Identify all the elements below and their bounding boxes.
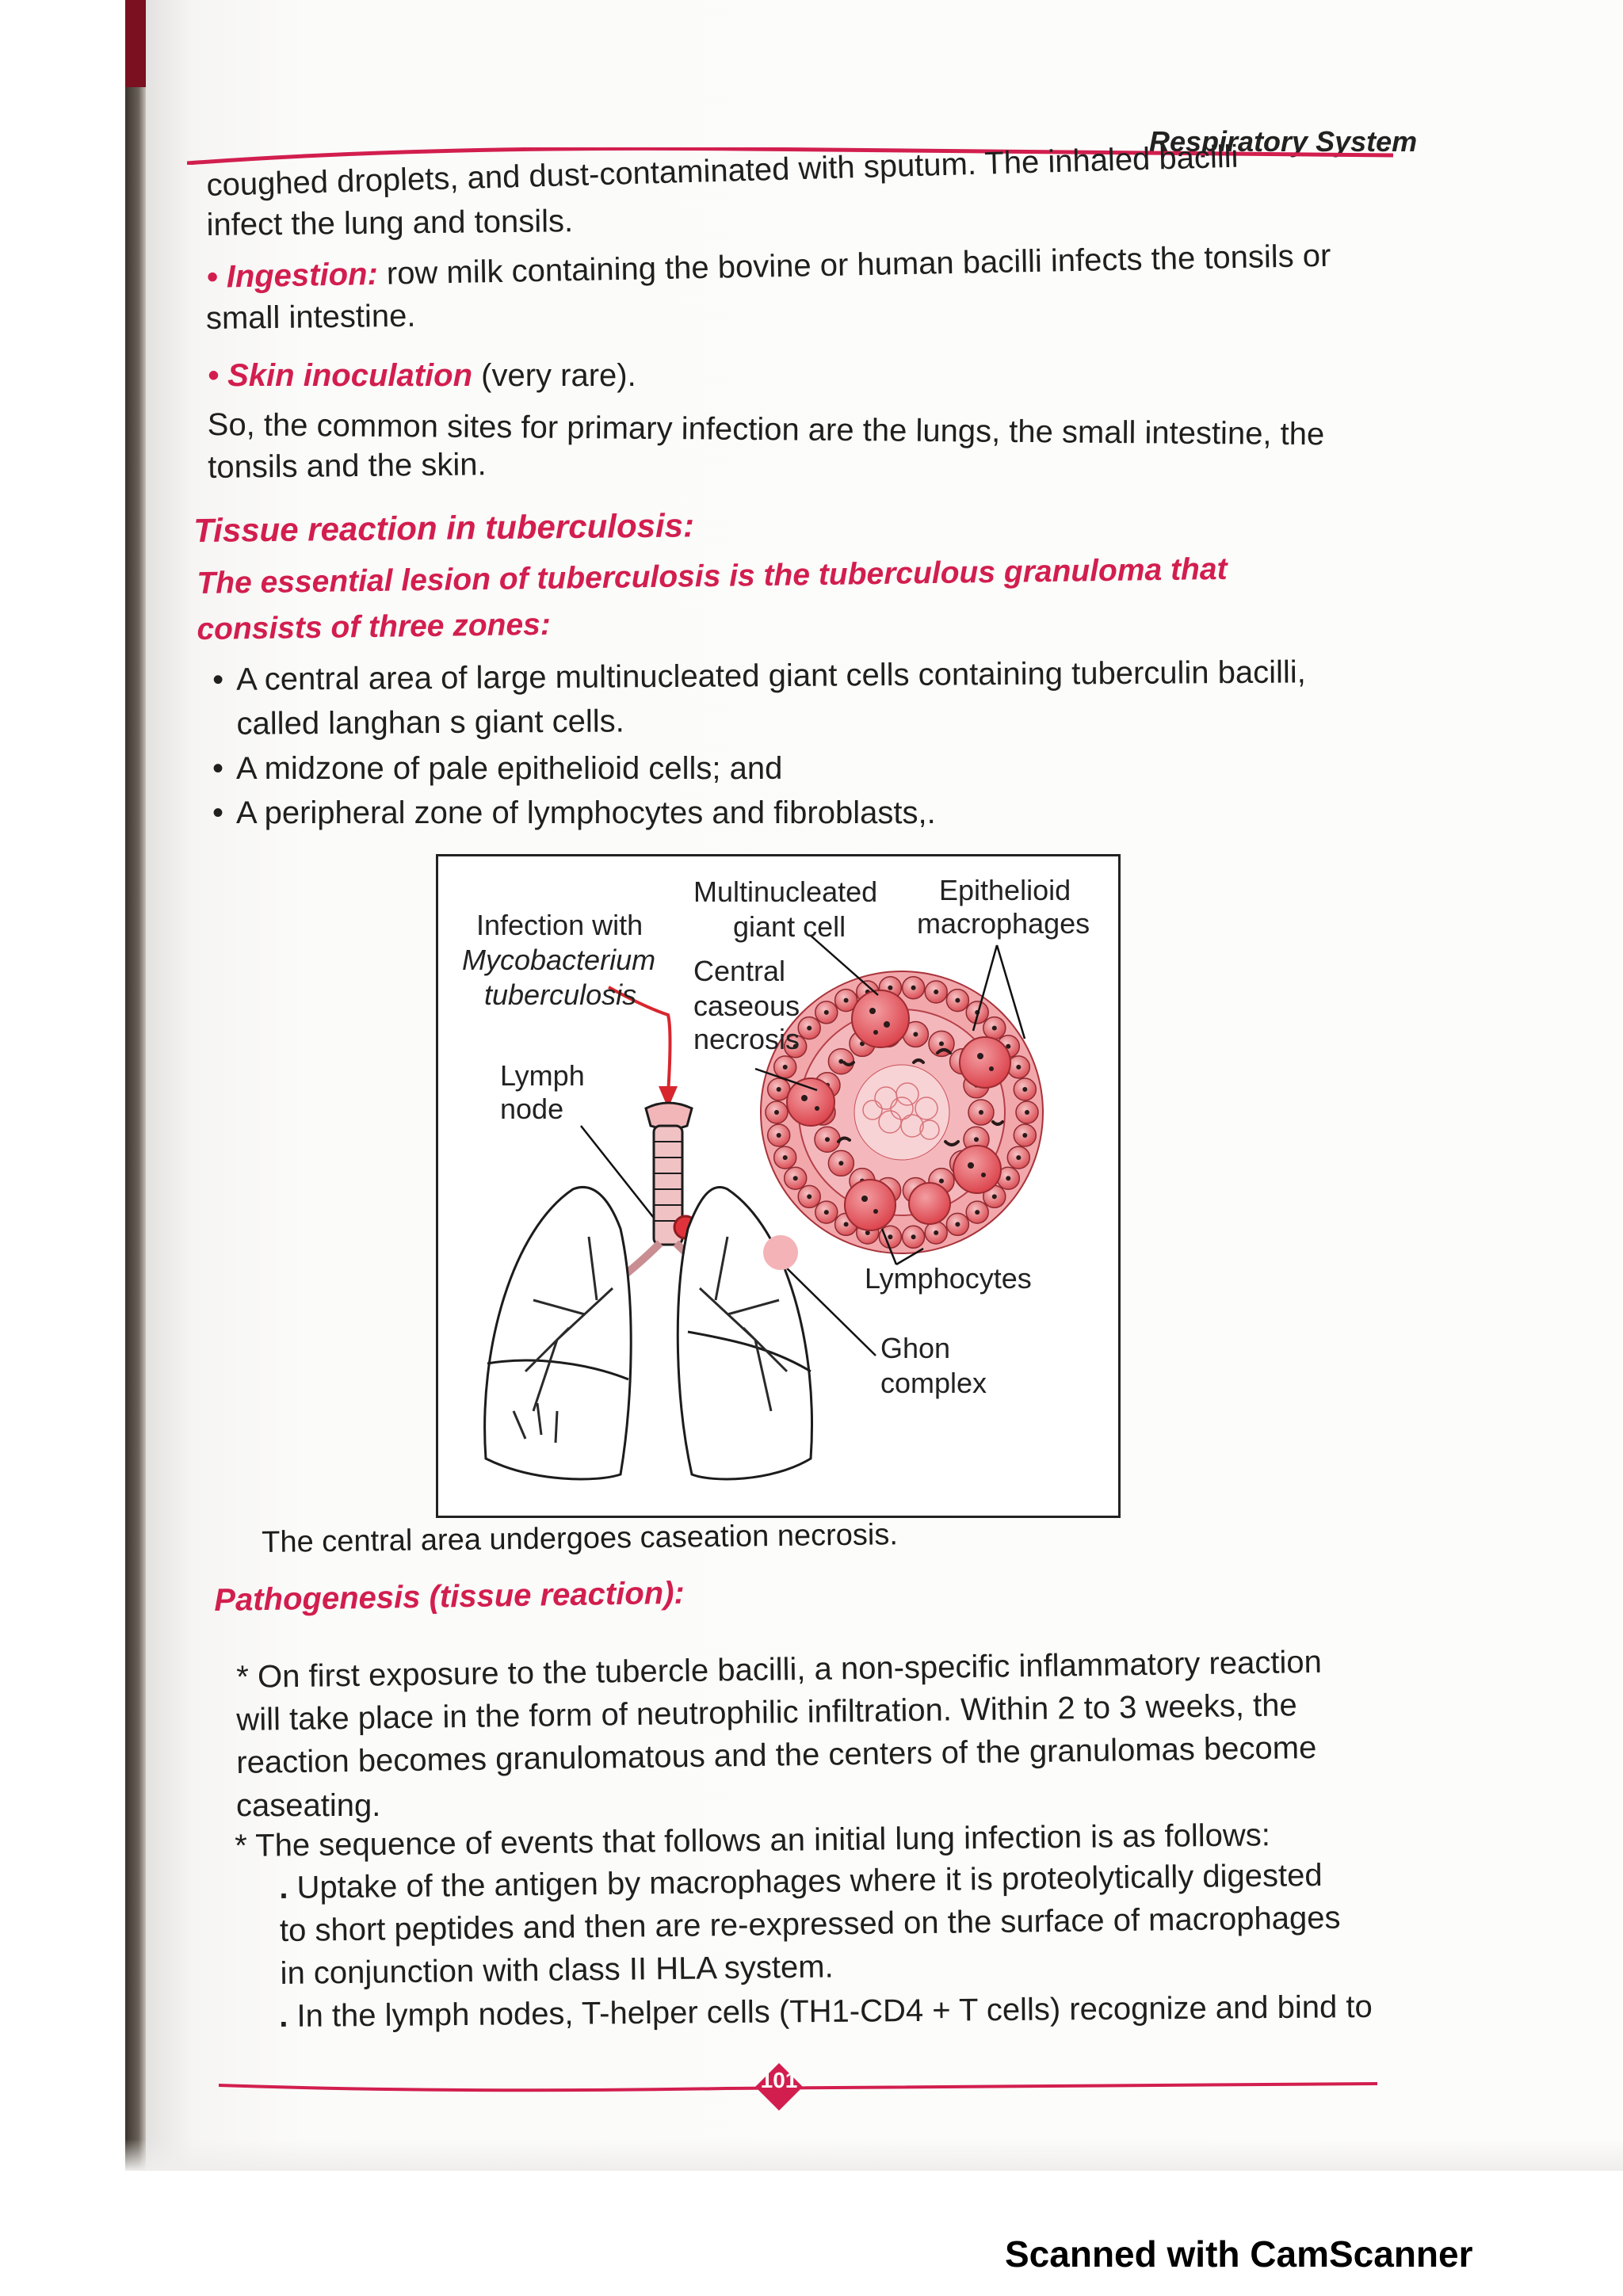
summary-line-2: tonsils and the skin. — [208, 447, 487, 485]
summary-paragraph — [208, 402, 1396, 490]
subheading-line-1: The essential lesion of tuberculosis is the tuberculous granuloma that — [197, 551, 1228, 601]
para1-line: * On first exposure to the tubercle bacilli, a non-specific inflammatory reaction — [236, 1644, 1323, 1695]
label-lymph: Lymph — [500, 1059, 585, 1092]
zone-1-line-1: A central area of large multinucleated giant cells containing tuberculin bacilli, — [236, 654, 1306, 697]
step-1-line-1: Uptake of the antigen by macrophages where it is proteolytically digested — [296, 1857, 1323, 1905]
tissue-reaction-subheading — [197, 551, 1401, 653]
ingestion-item: • Ingestion: row milk containing the bovine or human bacilli infects the tonsils or small intestine. — [205, 238, 1331, 336]
pathogenesis-paragraph-1 — [236, 1644, 1393, 1827]
ingestion-text-2: small intestine. — [205, 298, 416, 336]
book-spine-edge — [125, 0, 147, 2171]
label-lymphocytes: Lymphocytes — [865, 1262, 1032, 1295]
zone-item: • A central area of large multinucleated giant cells containing tuberculin bacilli, called langhan s giant cells. — [212, 654, 1306, 742]
label-node: node — [500, 1093, 564, 1125]
para1-line: will take place in the form of neutrophilic infiltration. Within 2 to 3 weeks, the — [236, 1688, 1297, 1737]
granuloma-zones-list — [212, 654, 1401, 835]
ingestion-text: row milk containing the bovine or human bacilli infects the tonsils or — [377, 238, 1331, 292]
label-macrophages: macrophages — [917, 907, 1090, 940]
page-number: 101 — [760, 2068, 798, 2092]
figure-illustration — [438, 856, 1118, 1516]
label-giant-cell: giant cell — [733, 910, 846, 943]
tissue-reaction-heading: Tissue reaction in tuberculosis: — [193, 506, 695, 549]
para1-line: caseating. — [236, 1788, 381, 1823]
page-bottom-shadow — [125, 2139, 1623, 2171]
subheading-line-2: consists of three zones: — [197, 607, 552, 646]
camscanner-watermark: Scanned with CamScanner — [1005, 2233, 1473, 2275]
skin-inoculation-label: Skin inoculation — [227, 358, 473, 393]
pathogenesis-intro: * The sequence of events that follows an initial lung infection is as follows: — [235, 1817, 1271, 1863]
tuberculosis-figure — [436, 854, 1121, 1518]
pathogenesis-steps — [279, 1857, 1388, 2038]
zone-item: • A midzone of pale epithelioid cells; and — [212, 751, 783, 786]
step-item: . Uptake of the antigen by macrophages where it is proteolytically digested to short peptides and then are re-expressed on the surface of macrophages in conjunction with class II HLA system. — [279, 1857, 1341, 1991]
label-multinucleated: Multinucleated — [693, 875, 878, 908]
label-mycobacterium: Mycobacterium — [462, 944, 656, 976]
label-complex: complex — [880, 1367, 987, 1399]
label-epithelioid: Epithelioid — [939, 874, 1071, 906]
zone-2-line-1: A midzone of pale epithelioid cells; and — [236, 751, 783, 786]
label-infection-with: Infection with — [476, 909, 643, 941]
zone-1-line-2: called langhan s giant cells. — [236, 704, 624, 742]
label-necrosis: necrosis — [693, 1023, 800, 1055]
routes-line-1: coughed droplets, and dust-contaminated with sputum. The inhaled bacilli — [206, 139, 1239, 203]
para1-line: reaction becomes granulomatous and the centers of the granulomas become — [236, 1730, 1317, 1780]
pathogenesis-heading: Pathogenesis (tissue reaction): — [214, 1575, 685, 1618]
ingestion-label: Ingestion: — [226, 256, 379, 295]
skin-inoculation-item: • Skin inoculation (very rare). — [208, 358, 636, 393]
summary-line-1: So, the common sites for primary infection are the lungs, the small intestine, the — [207, 406, 1325, 452]
zone-3-line-1: A peripheral zone of lymphocytes and fibroblasts,. — [236, 795, 936, 830]
step-1-line-3: in conjunction with class II HLA system. — [280, 1949, 834, 1991]
label-ghon: Ghon — [880, 1332, 951, 1364]
skin-inoculation-text: (very rare). — [472, 358, 636, 393]
label-caseous: caseous — [693, 990, 800, 1022]
step-item: . In the lymph nodes, T-helper cells (TH1-CD4 + T cells) recognize and bind to — [279, 1989, 1373, 2034]
label-central: Central — [693, 955, 786, 987]
step-2-line-1: In the lymph nodes, T-helper cells (TH1-CD4 + T cells) recognize and bind to — [296, 1989, 1373, 2034]
step-1-line-2: to short peptides and then are re-expressed on the surface of macrophages — [279, 1900, 1341, 1948]
routes-line-2: infect the lung and tonsils. — [206, 204, 574, 242]
label-tuberculosis: tuberculosis — [484, 978, 637, 1011]
zone-item: • A peripheral zone of lymphocytes and fibroblasts,. — [212, 795, 936, 830]
figure-caption: The central area undergoes caseation necrosis. — [262, 1518, 899, 1559]
section-title: Respiratory System — [1149, 125, 1418, 158]
